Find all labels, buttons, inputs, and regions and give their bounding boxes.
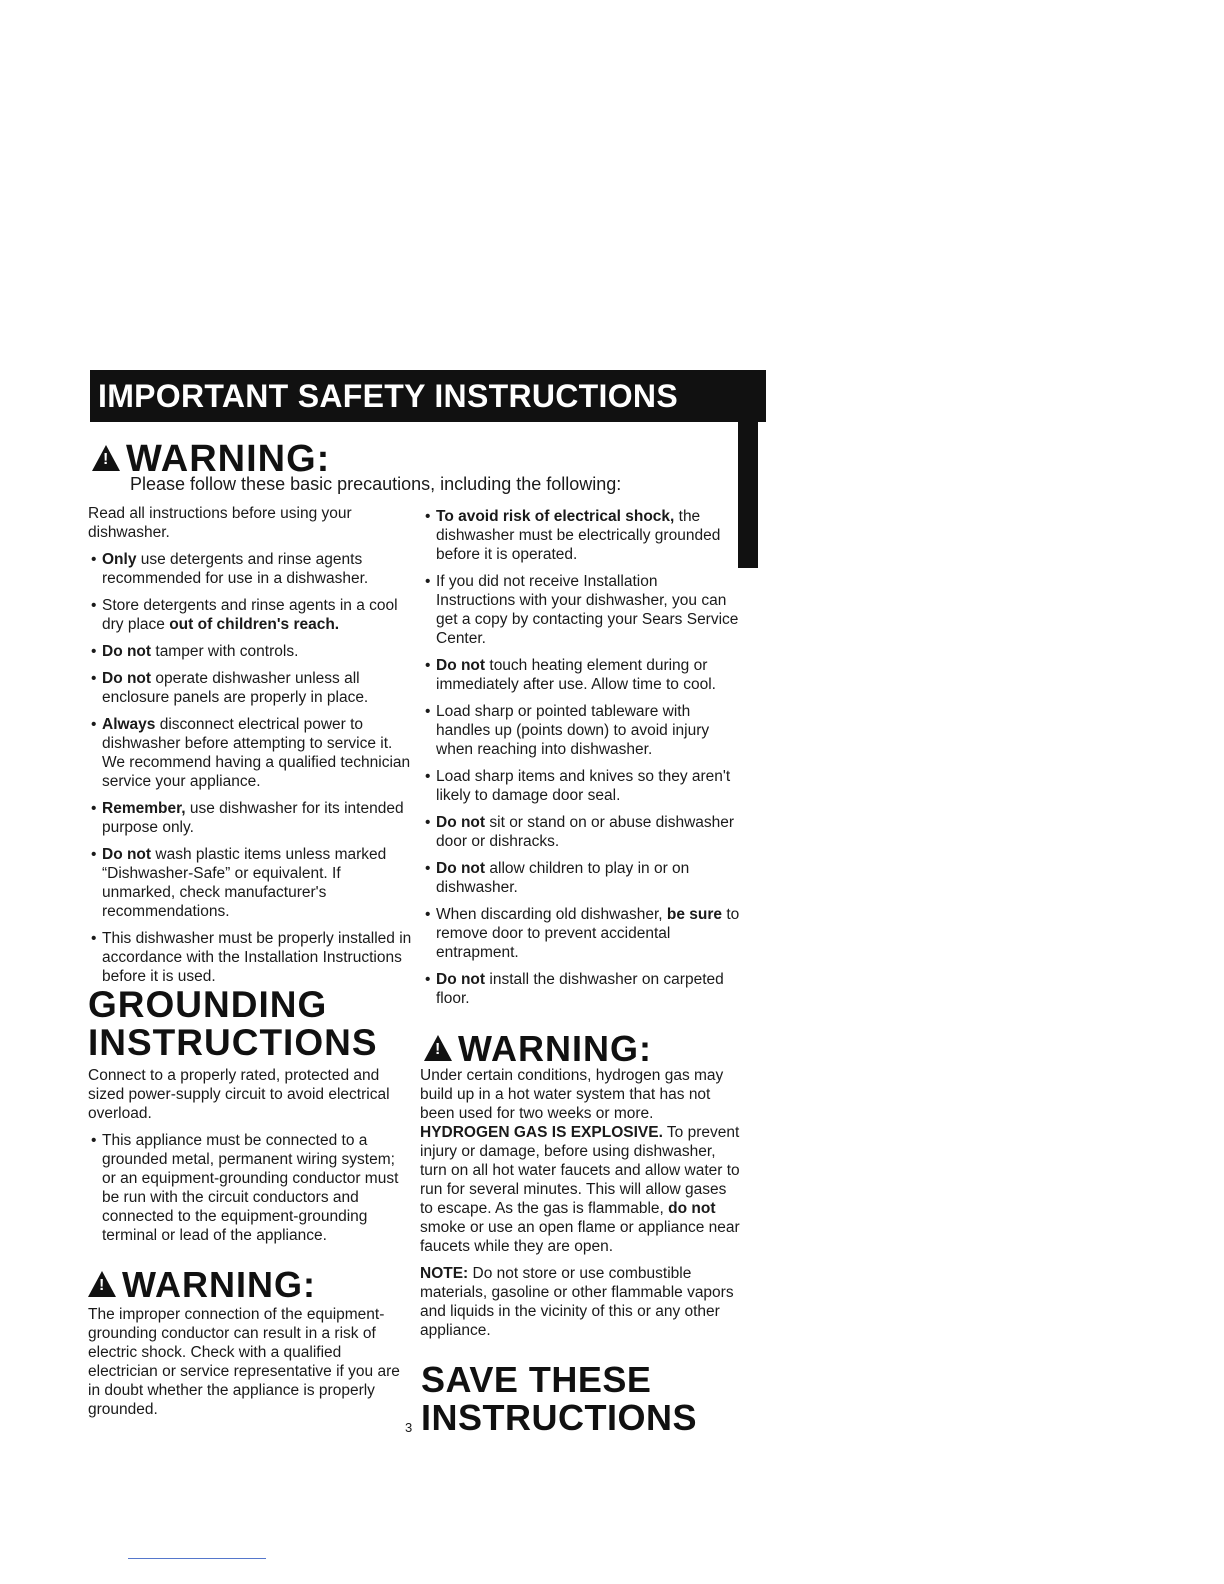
grounding-body (88, 1066, 408, 1253)
warning-hydrogen-body (420, 1066, 742, 1348)
warning-heading-text: WARNING: (458, 1028, 652, 1069)
safety-banner: IMPORTANT SAFETY INSTRUCTIONS (90, 370, 766, 422)
list-item: • Do not allow children to play in or on dishwasher. (422, 859, 740, 897)
warning-heading-text: WARNING: (126, 438, 331, 480)
warning-intro: Please follow these basic precautions, including the following: (130, 474, 622, 494)
warning-triangle-icon (88, 1271, 116, 1297)
grounding-bullet: • This appliance must be connected to a grounded metal, permanent wiring system; or an equipment-grounding conductor must be run with the circuit conductors and connected to the equipment-grounding terminal or lead of the appliance. (88, 1131, 408, 1245)
list-item: • Do not wash plastic items unless marked “Dishwasher-Safe” or equivalent. If unmarked, check manufacturer's recommendations. (88, 845, 418, 921)
grounding-paragraph: Connect to a properly rated, protected and sized power-supply circuit to avoid electrical overload. (88, 1067, 390, 1122)
list-item: • Do not sit or stand on or abuse dishwasher door or dishracks. (422, 813, 740, 851)
list-item: • When discarding old dishwasher, be sure to remove door to prevent accidental entrapment. (422, 905, 740, 962)
list-item: • Store detergents and rinse agents in a cool dry place out of children's reach. (88, 596, 418, 634)
warning-heading-text: WARNING: (122, 1264, 316, 1305)
footer-rule (128, 1558, 266, 1559)
list-item: • Only use detergents and rinse agents recommended for use in a dishwasher. (88, 550, 418, 588)
list-item: • Do not install the dishwasher on carpeted floor. (422, 970, 740, 1008)
left-column (88, 504, 418, 994)
save-heading-line2: INSTRUCTIONS (421, 1397, 697, 1438)
list-item: • Do not touch heating element during or immediately after use. Allow time to cool. (422, 656, 740, 694)
list-item: • Do not tamper with controls. (88, 642, 418, 661)
list-item: • To avoid risk of electrical shock, the dishwasher must be electrically grounded before it is operated. (422, 507, 740, 564)
list-item: • This dishwasher must be properly installed in accordance with the Installation Instructions before it is used. (88, 929, 418, 986)
warning-grounding-body: The improper connection of the equipment-grounding conductor can result in a risk of electric shock. Check with a qualified electrician or service representative if you are in doubt whether the appliance is properly grounded. (88, 1306, 400, 1418)
note-paragraph: NOTE: Do not store or use combustible materials, gasoline or other flammable vapors and liquids in the vicinity of this or any other appliance. (420, 1265, 734, 1339)
warning-triangle-icon (424, 1035, 452, 1061)
warning-triangle-icon (92, 445, 120, 471)
right-column (422, 507, 740, 1016)
list-item: • Always disconnect electrical power to dishwasher before attempting to service it. We recommend having a qualified technician service your appliance. (88, 715, 418, 791)
warning-heading-grounding (88, 1264, 316, 1306)
page-number: 3 (405, 1420, 413, 1435)
list-item: • Load sharp or pointed tableware with handles up (points down) to avoid injury when reaching into dishwasher. (422, 702, 740, 759)
list-item: • If you did not receive Installation Instructions with your dishwasher, you can get a copy by contacting your Sears Service Center. (422, 572, 740, 648)
list-item: Read all instructions before using your dishwasher. (88, 505, 352, 541)
list-item: • Do not operate dishwasher unless all enclosure panels are properly in place. (88, 669, 418, 707)
warning-heading-hydrogen (424, 1028, 652, 1070)
list-item: • Remember, use dishwasher for its intended purpose only. (88, 799, 418, 837)
save-heading-line1: SAVE THESE (421, 1359, 652, 1400)
grounding-heading-line1: GROUNDING (88, 984, 328, 1025)
grounding-heading-line2: INSTRUCTIONS (88, 1022, 378, 1063)
section-tab-marker (738, 422, 758, 568)
hydrogen-paragraph: Under certain conditions, hydrogen gas may build up in a hot water system that has not been used for two weeks or more. HYDROGEN GAS IS EXPLOSIVE. To prevent injury or damage, before using dishwasher, turn on all hot water faucets and allow water to run for several minutes. This will allow gases to escape. As the gas is flammable, do not smoke or use an open flame or appliance near faucets while they are open. (420, 1067, 740, 1255)
list-item: • Load sharp items and knives so they aren't likely to damage door seal. (422, 767, 740, 805)
